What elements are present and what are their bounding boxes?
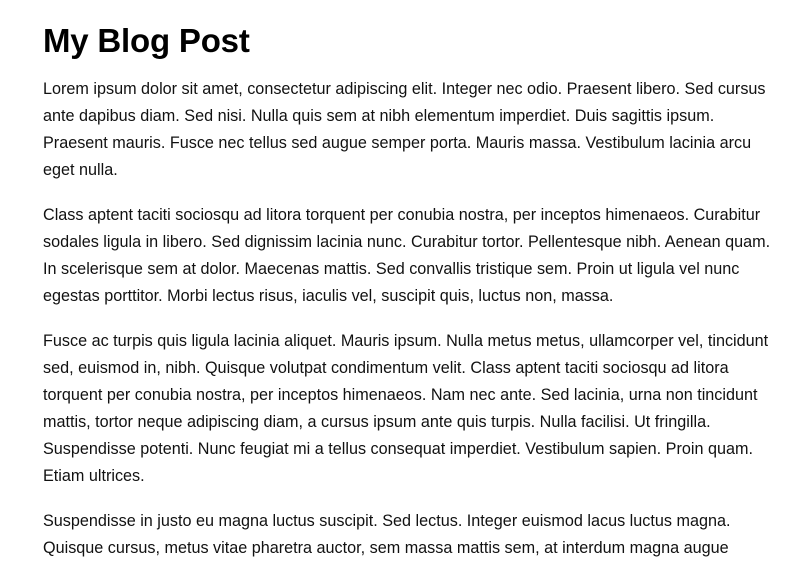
paragraph-4: Suspendisse in justo eu magna luctus suscipit. Sed lectus. Integer euismod lacus luctus magna. Quisque cursus, metus vitae pharetra auctor, sem massa mattis sem, at interdum magna augue	[43, 512, 731, 557]
paragraph-3: Fusce ac turpis quis ligula lacinia aliquet. Mauris ipsum. Nulla metus metus, ullamcorper vel, tincidunt sed, euismod in, nibh. Quisque volutpat condimentum velit. Class aptent taciti sociosqu ad litora torquent per conubia nostra, per inceptos himenaeos. Nam nec ante. Sed lacinia, urna non tincidunt mattis, tortor neque adipiscing diam, a cursus ipsum ante quis turpis. Nulla facilisi. Ut fringilla. Suspendisse potenti. Nunc feugiat mi a tellus consequat imperdiet. Vestibulum sapien. Proin quam. Etiam ultrices.	[43, 332, 769, 485]
paragraph-1: Lorem ipsum dolor sit amet, consectetur adipiscing elit. Integer nec odio. Praesent libero. Sed cursus ante dapibus diam. Sed nisi. Nulla quis sem at nibh elementum imperdiet. Duis sagittis ipsum. Praesent mauris. Fusce nec tellus sed augue semper porta. Mauris massa. Vestibulum lacinia arcu eget nulla.	[43, 80, 766, 179]
paragraph-2: Class aptent taciti sociosqu ad litora torquent per conubia nostra, per inceptos himenaeos. Curabitur sodales ligula in libero. Sed dignissim lacinia nunc. Curabitur tortor. Pellentesque nibh. Aenean quam. In scelerisque sem at dolor. Maecenas mattis. Sed convallis tristique sem. Proin ut ligula vel nunc egestas porttitor. Morbi lectus risus, iaculis vel, suscipit quis, luctus non, massa.	[43, 206, 771, 305]
page-title: My Blog Post	[43, 22, 250, 59]
